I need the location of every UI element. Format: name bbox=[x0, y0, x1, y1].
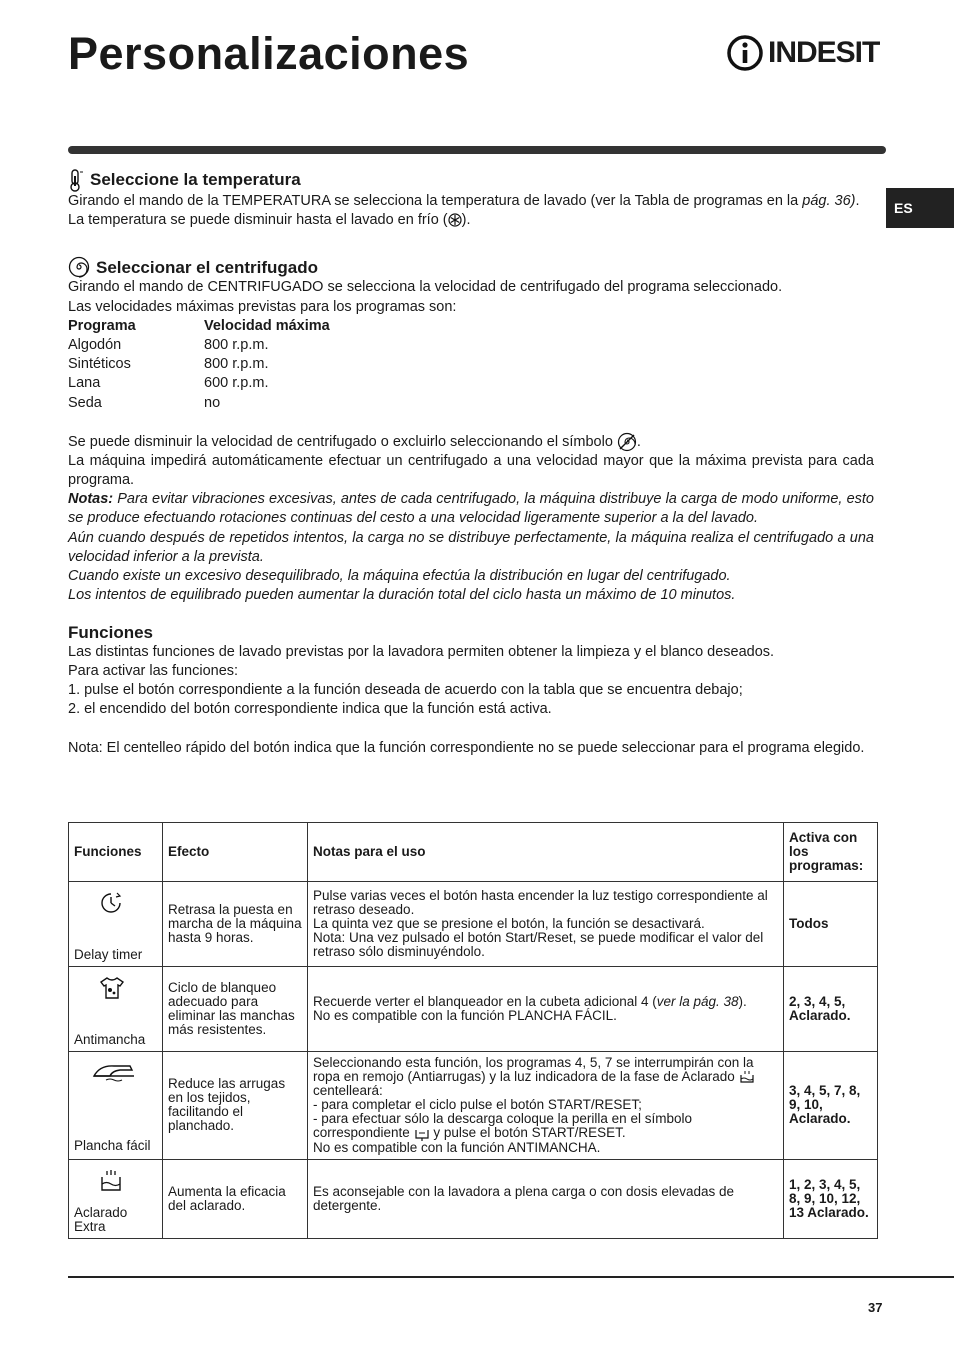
functions-table bbox=[68, 822, 878, 1239]
speed-list bbox=[68, 317, 874, 413]
thermometer-icon bbox=[68, 168, 84, 192]
function-name: Aclarado Extra bbox=[74, 1204, 128, 1234]
centrifugado-text-2: Las velocidades máximas previstas para los programas son: bbox=[68, 298, 457, 315]
function-cell bbox=[69, 967, 163, 1052]
notas-4: Los intentos de equilibrado pueden aumentar la duración total del ciclo hasta un máximo de 10 minutos. bbox=[68, 587, 736, 604]
main-content bbox=[68, 168, 874, 758]
no-spin-icon bbox=[617, 432, 637, 452]
speed-value: no bbox=[204, 394, 221, 411]
speed-value: 800 r.p.m. bbox=[204, 356, 269, 373]
iron-icon bbox=[90, 1061, 138, 1083]
speed-program: Lana bbox=[68, 375, 101, 392]
effect-cell: Reduce las arrugas en los tejidos, facilitando el planchado. bbox=[163, 1052, 308, 1160]
notes-cell: Es aconsejable con la lavadora a plena carga o con dosis elevadas de detergente. bbox=[308, 1159, 784, 1238]
effect-cell: Retrasa la puesta en marcha de la máquina hasta 9 horas. bbox=[163, 882, 308, 967]
funciones-step-1: 1. pulse el botón correspondiente a la función deseada de acuerdo con la tabla que se encuentra debajo; bbox=[68, 682, 743, 699]
notes-cell: Pulse varias veces el botón hasta encender la luz testigo correspondiente al retraso deseado. La quinta vez que se presione el botón, la función se desactivará. Nota: Una vez pulsado el botón Start/Reset, se puede modificar el valor del retraso sólo disminuyéndolo. bbox=[308, 882, 784, 967]
table-row bbox=[69, 967, 878, 1052]
extra-rinse-icon bbox=[98, 1168, 124, 1194]
centrifugado-text-1: Girando el mando de CENTRIFUGADO se selecciona la velocidad de centrifugado del programa seleccionado. bbox=[68, 279, 783, 296]
speed-program: Algodón bbox=[68, 337, 122, 354]
brand-name: INDESIT bbox=[768, 36, 880, 69]
funciones-text-2: Para activar las funciones: bbox=[68, 662, 239, 679]
table-row bbox=[69, 1159, 878, 1238]
brand-logo bbox=[726, 34, 879, 72]
centrifugado-text-3: Se puede disminuir la velocidad de centrifugado o excluirlo seleccionando el símbolo . bbox=[68, 432, 874, 452]
function-cell bbox=[69, 1159, 163, 1238]
footer-divider bbox=[68, 1276, 954, 1278]
notas-2: Aún cuando después de repetidos intentos, la carga no se distribuye perfectamente, la máquina realiza el centrifugado a una velocidad inferior a la prevista. bbox=[68, 529, 874, 565]
table-header-row bbox=[69, 823, 878, 882]
cold-wash-icon bbox=[448, 213, 462, 227]
notes-cell: Recuerde verter el blanqueador en la cubeta adicional 4 (ver la pág. 38). No es compatible con la función PLANCHA FÁCIL. bbox=[308, 967, 784, 1052]
effect-cell: Ciclo de blanqueo adecuado para eliminar las manchas más resistentes. bbox=[163, 967, 308, 1052]
rinse-icon bbox=[739, 1070, 755, 1084]
section-temperatura bbox=[68, 168, 874, 230]
table-row bbox=[69, 882, 878, 967]
table-header-funciones: Funciones bbox=[69, 823, 163, 882]
funciones-text-1: Las distintas funciones de lavado previstas por la lavadora permiten obtener la limpieza y el blanco deseados. bbox=[68, 643, 775, 660]
section-heading: Seleccione la temperatura bbox=[68, 168, 874, 192]
header-divider bbox=[68, 146, 886, 154]
function-name: Antimancha bbox=[74, 1032, 146, 1047]
programs-cell: Todos bbox=[784, 882, 878, 967]
section-funciones bbox=[68, 623, 874, 757]
function-name: Plancha fácil bbox=[74, 1138, 151, 1154]
programs-cell: 2, 3, 4, 5, Aclarado. bbox=[784, 967, 878, 1052]
programs-cell: 3, 4, 5, 7, 8, 9, 10, Aclarado. bbox=[784, 1052, 878, 1160]
speed-value: 800 r.p.m. bbox=[204, 337, 269, 354]
section-heading: Seleccionar el centrifugado bbox=[68, 256, 874, 278]
table-header-activa: Activa con los programas: bbox=[784, 823, 878, 882]
speed-header-speed: Velocidad máxima bbox=[204, 317, 330, 334]
temperatura-text-2: La temperatura se puede disminuir hasta el lavado en frío ( ). bbox=[68, 212, 471, 229]
speed-header-program: Programa bbox=[68, 317, 136, 334]
notas-1: Notas: Para evitar vibraciones excesivas, antes de cada centrifugado, la máquina distribuye la carga de modo uniforme, esto se produce efectuando rotaciones continuas del cesto a una velocidad ligeramente superior a la del lavado. bbox=[68, 491, 874, 527]
funciones-nota: Nota: El centelleo rápido del botón indica que la función correspondiente no se puede seleccionar para el programa elegido. bbox=[68, 739, 865, 756]
brand-logo-icon bbox=[726, 34, 764, 72]
table-row bbox=[69, 1052, 878, 1160]
table-header-notas: Notas para el uso bbox=[308, 823, 784, 882]
page-number: 37 bbox=[868, 1300, 883, 1315]
shirt-stain-icon bbox=[98, 975, 126, 1001]
funciones-step-2: 2. el encendido del botón correspondiente indica que la función está activa. bbox=[68, 701, 552, 718]
notes-cell: Seleccionando esta función, los programas 4, 5, 7 se interrumpirán con la ropa en remojo (Antiarrugas) y la luz indicadora de la fase de Aclarado centelleará: - para completar el ciclo pulse el botón START/RESET; - para efectuar sólo la descarga coloque la perilla en el símbolo correspondiente y pulse el botón START/RESET. No es compatible con la función ANTIMANCHA. bbox=[308, 1052, 784, 1160]
function-cell bbox=[69, 1052, 163, 1160]
speed-value: 600 r.p.m. bbox=[204, 375, 269, 392]
spin-icon bbox=[68, 256, 90, 278]
drain-icon bbox=[414, 1127, 430, 1141]
page-title: Personalizaciones bbox=[68, 28, 470, 79]
section-heading: Funciones bbox=[68, 623, 154, 643]
language-tab: ES bbox=[886, 188, 954, 228]
function-name: Delay timer bbox=[74, 947, 143, 962]
delay-timer-icon bbox=[98, 890, 124, 916]
temperatura-text-1: Girando el mando de la TEMPERATURA se selecciona la temperatura de lavado (ver la Tabla de programas en la pág. 36). bbox=[68, 193, 860, 209]
effect-cell: Aumenta la eficacia del aclarado. bbox=[163, 1159, 308, 1238]
centrifugado-text-4: La máquina impedirá automáticamente efectuar un centrifugado a una velocidad mayor que la máxima prevista para cada programa. bbox=[68, 452, 874, 489]
section-centrifugado bbox=[68, 256, 874, 605]
function-cell bbox=[69, 882, 163, 967]
speed-program: Sintéticos bbox=[68, 356, 131, 373]
table-header-efecto: Efecto bbox=[163, 823, 308, 882]
programs-cell: 1, 2, 3, 4, 5, 8, 9, 10, 12, 13 Aclarado. bbox=[784, 1159, 878, 1238]
speed-program: Seda bbox=[68, 394, 102, 411]
notas-3: Cuando existe un excesivo desequilibrado, la máquina efectúa la distribución en lugar del centrifugado. bbox=[68, 568, 731, 585]
